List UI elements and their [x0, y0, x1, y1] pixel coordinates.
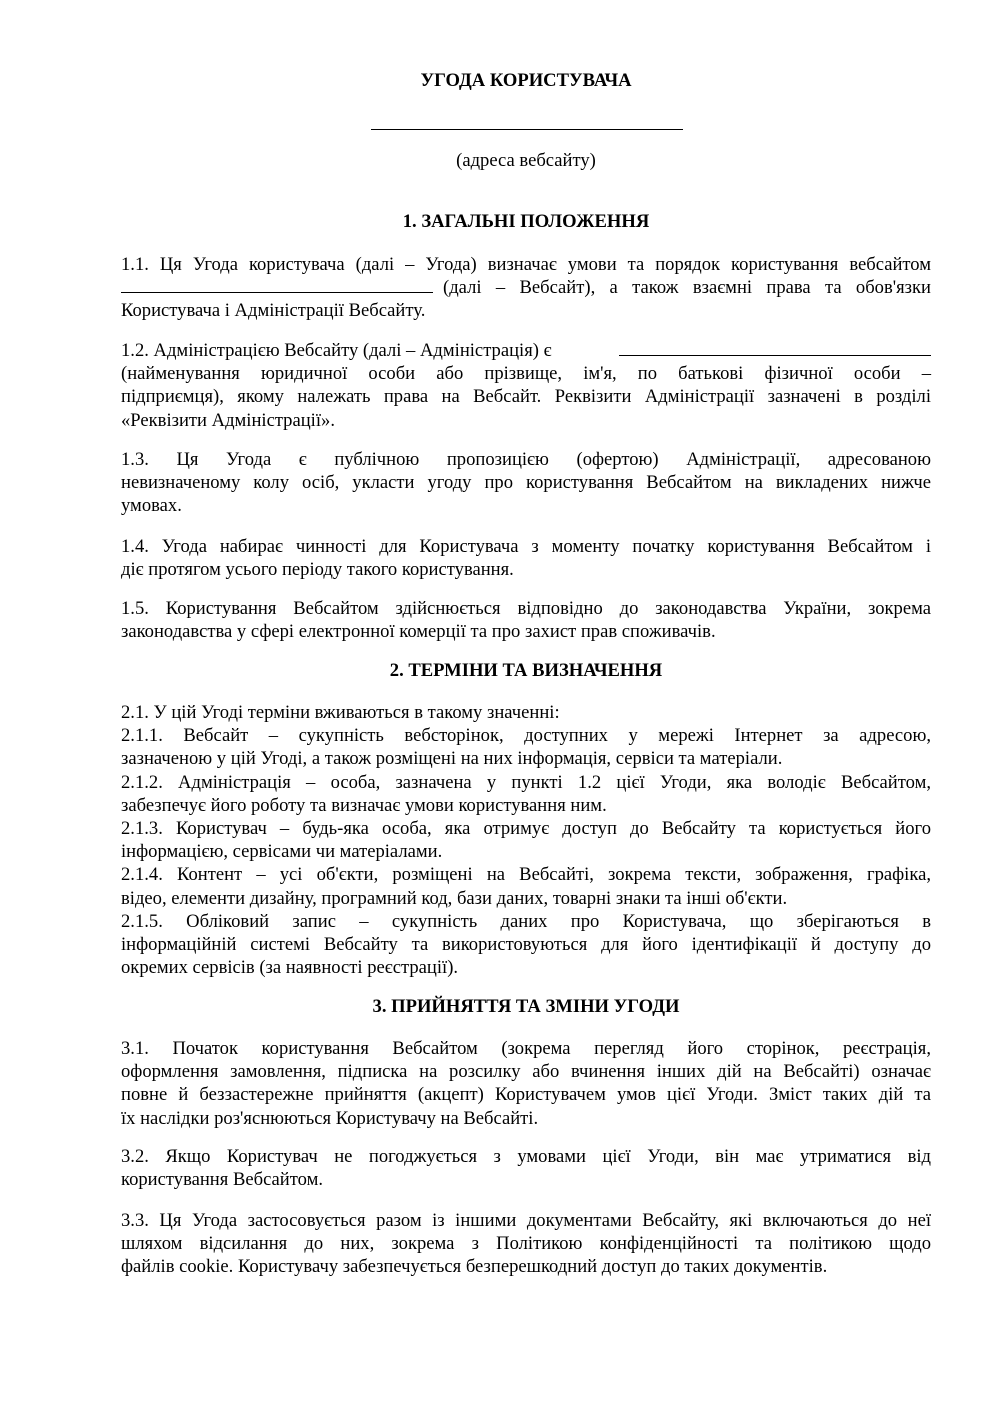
- clause-1-3: [121, 448, 931, 518]
- clause-1-1-line: [121, 276, 931, 299]
- section-heading-1: 1. ЗАГАЛЬНІ ПОЛОЖЕННЯ: [402, 211, 650, 232]
- clause-3-1-line: повне й беззастережне прийняття (акцепт) Користувачем умов цієї Угоди. Зміст таких дій та: [121, 1084, 931, 1106]
- clause-2-1-line: окремих сервісів (за наявності реєстрації).: [121, 957, 459, 979]
- section-heading-3: 3. ПРИЙНЯТТЯ ТА ЗМІНИ УГОДИ: [372, 996, 680, 1017]
- clause-3-3: [121, 1209, 931, 1279]
- clause-2-1-line: 2.1.3. Користувач – будь-яка особа, яка отримує доступ до Вебсайту та користується його: [121, 818, 931, 840]
- clause-3-1-line: оформлення замовлення, підписка на розсилку або вчинення інших дій на Вебсайті) означає: [121, 1061, 931, 1083]
- clause-3-2-line: 3.2. Якщо Користувач не погоджується з умовами цієї Угоди, він має утриматися від: [121, 1146, 931, 1167]
- clause-3-1-line: їх наслідки роз'яснюються Користувачу на Вебсайті.: [121, 1107, 539, 1129]
- clause-2-1: [121, 701, 931, 979]
- clause-1-5-line: 1.5. Користування Вебсайтом здійснюється відповідно до законодавства України, зокрема: [121, 598, 931, 619]
- clause-3-3-line: шляхом відсилання до них, зокрема з Політикою конфіденційності та політикою щодо: [121, 1233, 931, 1255]
- clause-2-1-line: 2.1.5. Обліковий запис – сукупність даних про Користувача, що зберігаються в: [121, 910, 931, 932]
- clause-1-1-line: Користувача і Адміністрації Вебсайту.: [121, 300, 426, 322]
- clause-3-2: [121, 1145, 931, 1191]
- clause-1-1-line-text: (далі – Вебсайт), а також взаємні права та обов'язки: [443, 277, 931, 299]
- clause-1-3-line: 1.3. Ця Угода є публічною пропозицією (офертою) Адміністрації, адресованою: [121, 449, 931, 470]
- clause-2-1-line: 2.1.2. Адміністрація – особа, зазначена у пункті 1.2 цієї Угоди, яка володіє Вебсайтом,: [121, 771, 931, 793]
- clause-2-1-line: 2.1.1. Вебсайт – сукупність вебсторінок, доступних у мережі Інтернет за адресою,: [121, 725, 931, 747]
- clause-2-1-line: 2.1. У цій Угоді терміни вживаються в такому значенні:: [121, 702, 560, 723]
- website-name-blank: [121, 276, 433, 293]
- clause-1-5-line: законодавства у сфері електронної комерції та про захист прав споживачів.: [121, 621, 716, 643]
- clause-1-1: [121, 253, 931, 323]
- clause-1-2-line: (найменування юридичної особи або прізвище, ім'я, по батькові фізичної особи –: [121, 363, 931, 385]
- clause-1-1-line: 1.1. Ця Угода користувача (далі – Угода) визначає умови та порядок користування вебсайтом: [121, 254, 931, 275]
- clause-3-3-line: 3.3. Ця Угода застосовується разом із іншими документами Вебсайту, які включаються до неї: [121, 1210, 931, 1231]
- section-heading-2: 2. ТЕРМІНИ ТА ВИЗНАЧЕННЯ: [389, 660, 663, 681]
- clause-3-2-line: користування Вебсайтом.: [121, 1169, 323, 1191]
- website-address-blank: [371, 129, 683, 130]
- clause-1-4: [121, 535, 931, 581]
- clause-1-5: [121, 597, 931, 643]
- website-address-caption: (адреса вебсайту): [456, 150, 596, 171]
- clause-1-2-line: підприємця), якому належать права на Вебсайт. Реквізити Адміністрації зазначені в розділі: [121, 386, 931, 408]
- clause-1-3-line: невизначеному колу осіб, укласти угоду про користування Вебсайтом на викладених нижче: [121, 472, 931, 494]
- clause-2-1-line: забезпечує його роботу та визначає умови користування ним.: [121, 794, 607, 816]
- clause-1-4-line: 1.4. Угода набирає чинності для Користувача з моменту початку користування Вебсайтом і: [121, 536, 931, 557]
- clause-1-4-line: діє протягом усього періоду такого користування.: [121, 559, 514, 581]
- clause-1-2: [121, 339, 931, 432]
- clause-1-2-line: «Реквізити Адміністрації».: [121, 409, 335, 431]
- clause-2-1-line: інформаційній системі Вебсайту та використовуються для його ідентифікації й доступу до: [121, 934, 931, 956]
- document-title: УГОДА КОРИСТУВАЧА: [420, 70, 632, 91]
- clause-2-1-line: зазначеною у цій Угоді, а також розміщені на них інформація, сервіси та матеріали.: [121, 748, 783, 770]
- clause-2-1-line: інформацією, сервісами чи матеріалами.: [121, 841, 443, 863]
- clause-1-3-line: умовах.: [121, 495, 182, 517]
- clause-2-1-line: відео, елементи дизайну, програмний код, бази даних, товарні знаки та інші об'єкти.: [121, 887, 788, 909]
- clause-1-2-line: [121, 339, 931, 362]
- clause-2-1-line: 2.1.4. Контент – усі об'єкти, розміщені на Вебсайті, зокрема тексти, зображення, графіка,: [121, 864, 931, 886]
- clause-1-2-line-text: 1.2. Адміністрацією Вебсайту (далі – Адміністрація) є: [121, 340, 552, 361]
- clause-3-1-line: 3.1. Початок користування Вебсайтом (зокрема перегляд його сторінок, реєстрація,: [121, 1038, 931, 1059]
- clause-3-3-line: файлів cookie. Користувачу забезпечується безперешкодний доступ до таких документів.: [121, 1256, 828, 1278]
- administration-name-blank: [619, 339, 931, 356]
- clause-3-1: [121, 1037, 931, 1130]
